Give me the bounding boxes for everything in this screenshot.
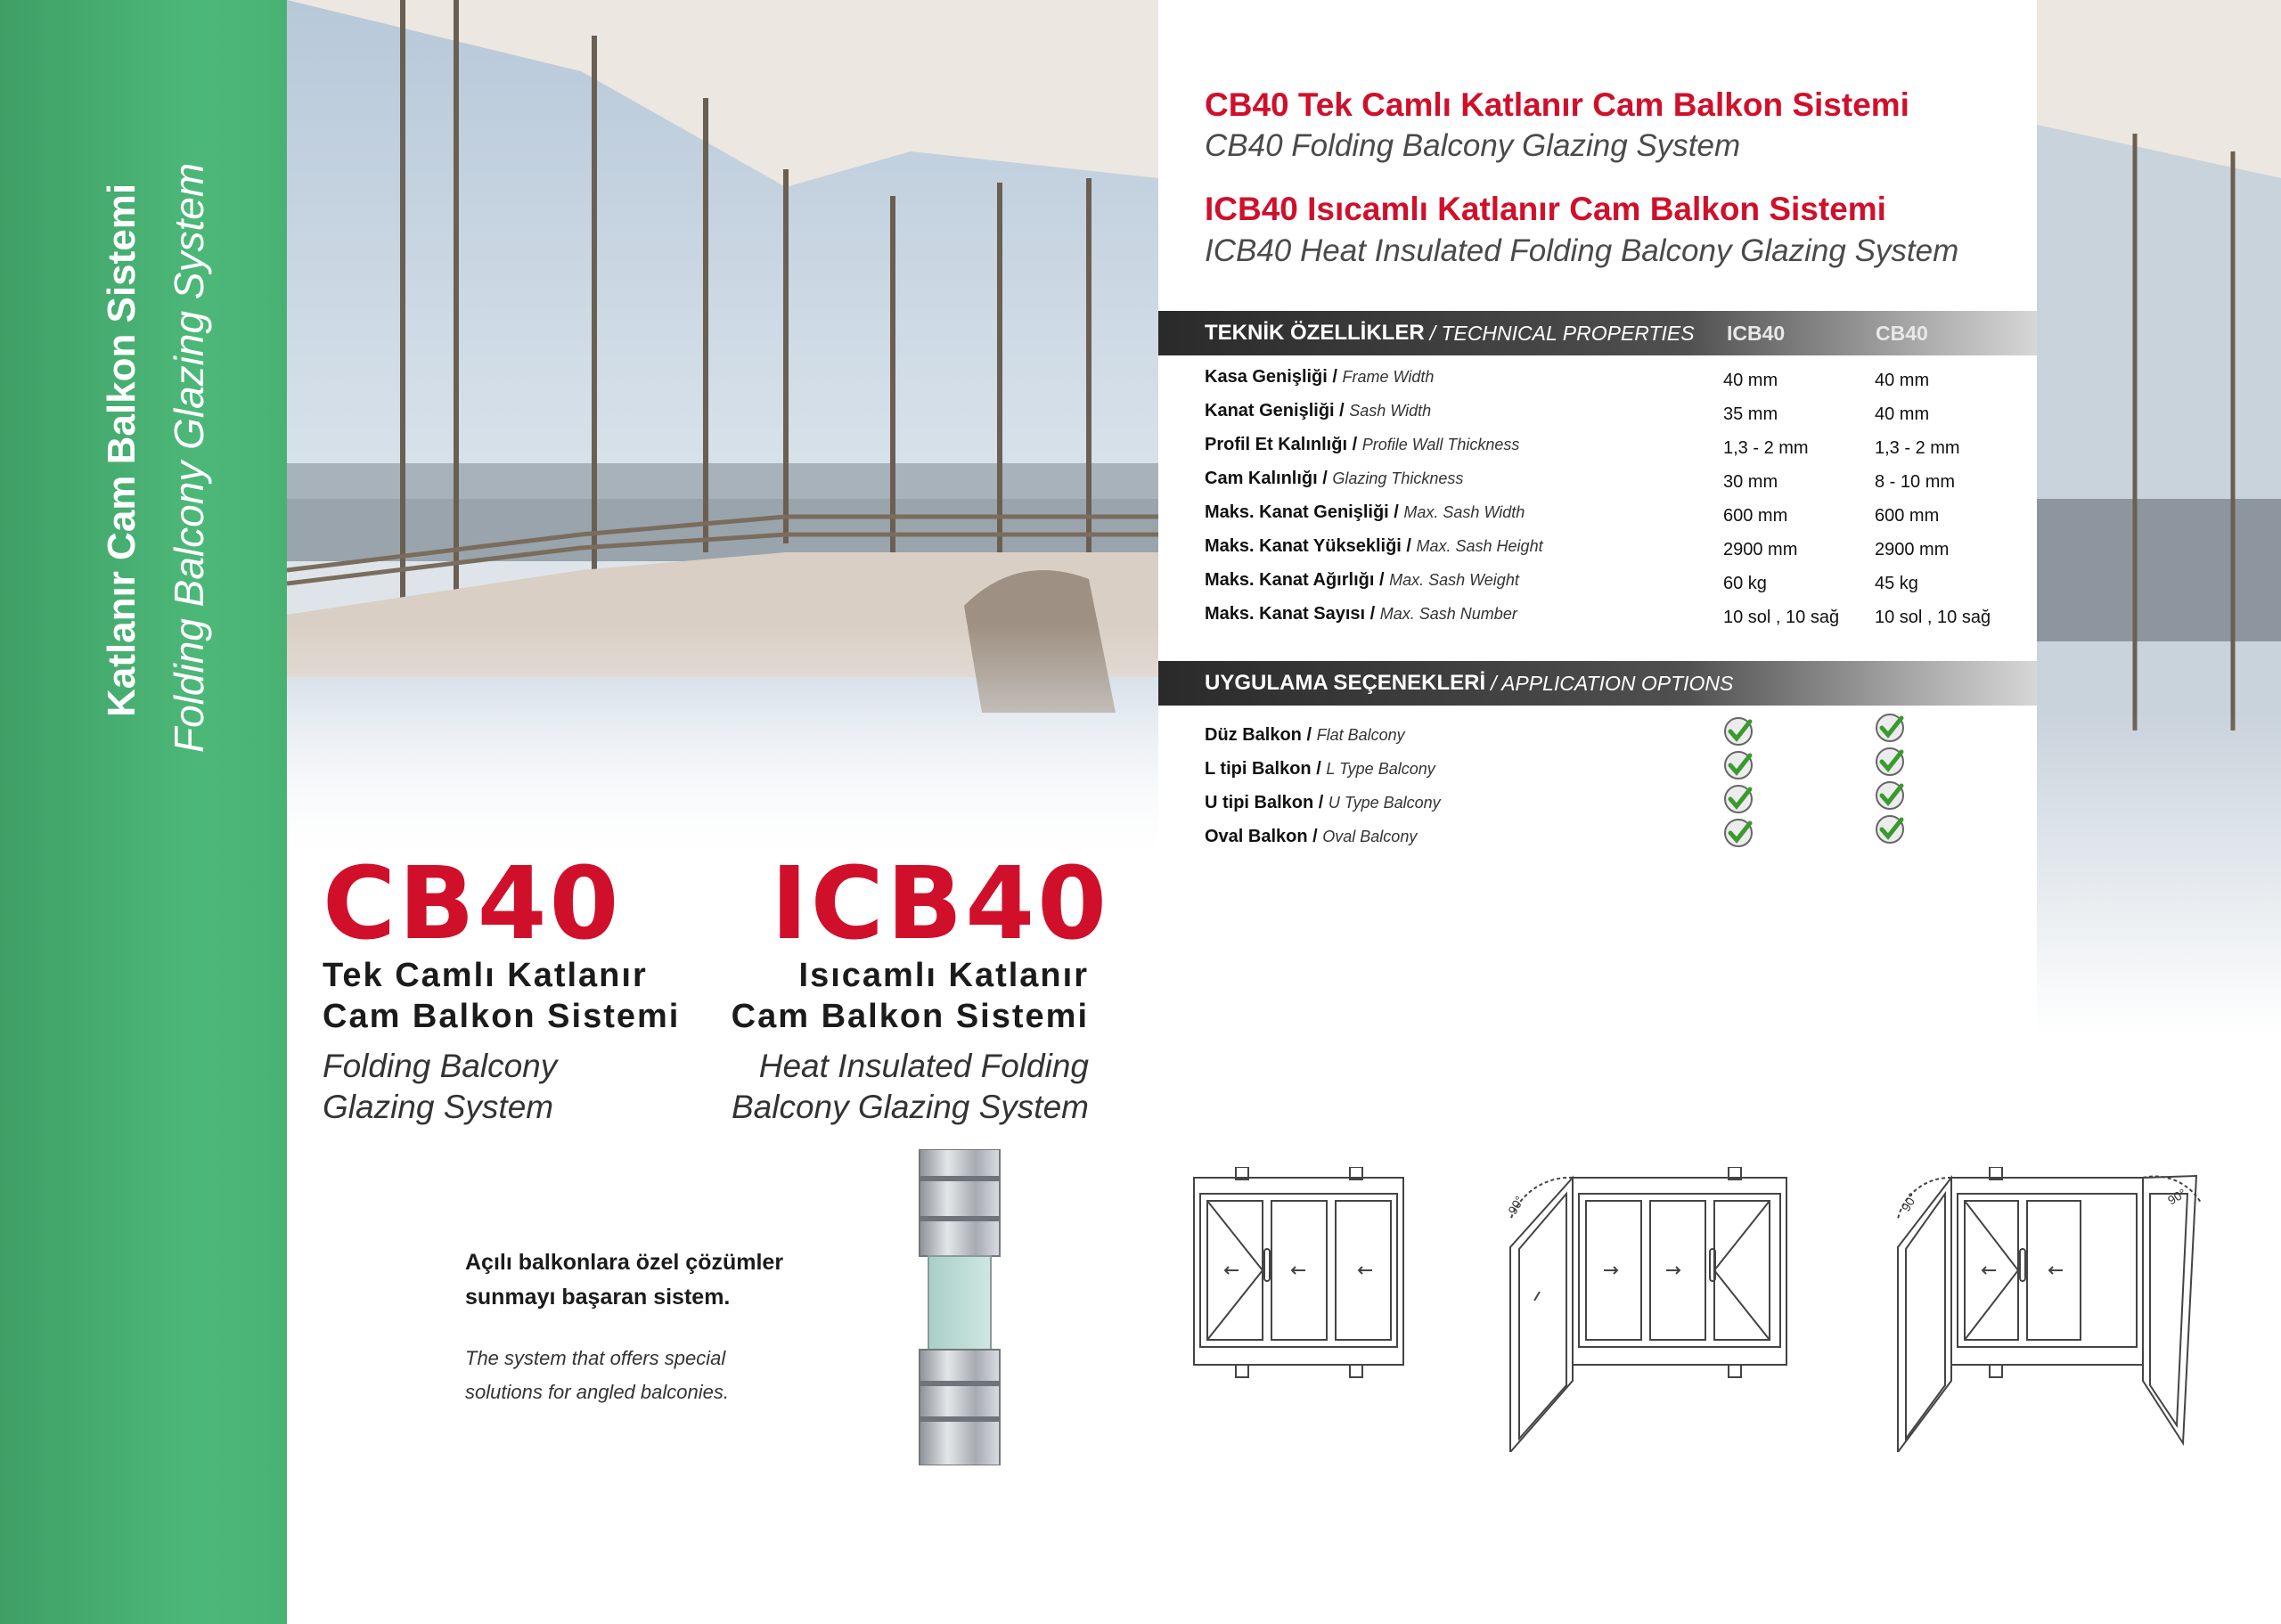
icb40-en2: Balcony Glazing System xyxy=(731,1089,1089,1125)
apps-title: UYGULAMA SEÇENEKLERİ xyxy=(1205,671,1486,695)
flat-balcony-diagram xyxy=(1190,1167,1412,1381)
tech-col-cb40: CB40 xyxy=(1876,322,1928,345)
table-row: Kanat Genişliği / Sash Width xyxy=(1205,401,1432,420)
table-row: Profil Et Kalınlığı / Profile Wall Thickness xyxy=(1205,435,1520,454)
checkmark-icon xyxy=(1725,752,1752,779)
checkmark-icon xyxy=(1725,718,1752,745)
table-cell-cb40: 45 kg xyxy=(1875,574,1918,593)
checkmark-icon xyxy=(1876,714,1903,741)
table-cell-icb40: 10 sol , 10 sağ xyxy=(1723,608,1840,627)
tech-title: TEKNİK ÖZELLİKLER xyxy=(1205,321,1425,345)
table-row: Maks. Kanat Yüksekliği / Max. Sash Height xyxy=(1205,536,1543,556)
checkmark-icon-column-cb40 xyxy=(1875,713,1907,846)
icb40-line2: Cam Balkon Sistemi xyxy=(731,998,1089,1035)
sidebar xyxy=(0,0,287,1624)
table-row: Kasa Genişliği / Frame Width xyxy=(1205,367,1435,387)
cb40-line2: Cam Balkon Sistemi xyxy=(323,998,681,1035)
profile-section-image xyxy=(909,1149,1011,1465)
feature-tr1: Açılı balkonlara özel çözümler xyxy=(465,1250,784,1275)
cb40-title-tr: CB40 Tek Camlı Katlanır Cam Balkon Sistemi xyxy=(1205,86,1909,123)
table-cell-icb40: 600 mm xyxy=(1723,506,1788,526)
table-cell-icb40: 35 mm xyxy=(1723,404,1778,424)
table-cell-cb40: 10 sol , 10 sağ xyxy=(1875,608,1991,627)
balcony-photo-right xyxy=(2037,0,2281,1033)
cb40-en1: Folding Balcony xyxy=(323,1048,558,1084)
sidebar-title-en: Folding Balcony Glazing System xyxy=(166,162,212,753)
table-row: Maks. Kanat Ağırlığı / Max. Sash Weight xyxy=(1205,570,1519,590)
table-cell-cb40: 40 mm xyxy=(1875,404,1930,424)
cb40-line1: Tek Camlı Katlanır xyxy=(323,957,648,994)
tech-properties-header xyxy=(1158,311,2037,355)
cb40-title-en: CB40 Folding Balcony Glazing System xyxy=(1205,128,1741,163)
table-row: Cam Kalınlığı / Glazing Thickness xyxy=(1205,469,1464,488)
list-item: U tipi Balkon / U Type Balcony xyxy=(1205,793,1441,812)
u-type-balcony-diagram xyxy=(1884,1167,2214,1452)
table-row: Maks. Kanat Sayısı / Max. Sash Number xyxy=(1205,604,1517,624)
sidebar-title-tr: Katlanır Cam Balkon Sistemi xyxy=(100,183,143,717)
list-item: L tipi Balkon / L Type Balcony xyxy=(1205,759,1435,779)
checkmark-icon xyxy=(1876,816,1903,843)
balcony-photo-illustration xyxy=(287,0,1158,855)
tech-subtitle: / TECHNICAL PROPERTIES xyxy=(1429,321,1695,345)
checkmark-icon xyxy=(1725,786,1752,812)
apps-subtitle: / APPLICATION OPTIONS xyxy=(1491,671,1734,695)
feature-en2: solutions for angled balconies. xyxy=(465,1381,729,1403)
table-cell-cb40: 40 mm xyxy=(1875,371,1930,390)
table-cell-icb40: 2900 mm xyxy=(1723,540,1798,559)
table-row: Maks. Kanat Genişliği / Max. Sash Width xyxy=(1205,502,1525,522)
table-cell-icb40: 30 mm xyxy=(1723,472,1778,492)
application-options-header xyxy=(1158,661,2037,706)
angle-label: 90° xyxy=(1898,1190,1920,1214)
icb40-title-tr: ICB40 Isıcamlı Katlanır Cam Balkon Sistemi xyxy=(1205,191,1886,227)
checkmark-icon xyxy=(1876,782,1903,809)
balcony-photo-right-illustration xyxy=(2037,0,2281,1033)
cb40-product-description xyxy=(323,955,697,1128)
table-cell-icb40: 1,3 - 2 mm xyxy=(1723,438,1809,458)
table-cell-cb40: 8 - 10 mm xyxy=(1875,472,1956,492)
cb40-en2: Glazing System xyxy=(323,1089,554,1125)
feature-en1: The system that offers special xyxy=(465,1347,726,1369)
icb40-product-description xyxy=(704,955,1089,1128)
table-cell-cb40: 600 mm xyxy=(1875,506,1940,526)
angle-label: 90° xyxy=(1505,1193,1527,1217)
list-item: Oval Balkon / Oval Balcony xyxy=(1205,827,1418,846)
l-type-balcony-diagram xyxy=(1488,1167,1800,1452)
feature-tr2: sunmayı başaran sistem. xyxy=(465,1285,731,1310)
list-item: Düz Balkon / Flat Balcony xyxy=(1205,725,1405,745)
checkmark-icon xyxy=(1876,748,1903,775)
table-cell-cb40: 1,3 - 2 mm xyxy=(1875,438,1960,458)
table-cell-icb40: 60 kg xyxy=(1723,574,1767,593)
checkmark-icon xyxy=(1725,820,1752,846)
table-cell-icb40: 40 mm xyxy=(1723,371,1778,390)
checkmark-icon-column-icb40 xyxy=(1723,716,1755,850)
angle-label: 90° xyxy=(2164,1185,2189,1208)
tech-col-icb40: ICB40 xyxy=(1727,322,1786,345)
icb40-title-en: ICB40 Heat Insulated Folding Balcony Glazing System xyxy=(1205,233,1959,268)
icb40-product-name: ICB40 xyxy=(771,846,1110,962)
feature-text xyxy=(465,1245,839,1409)
balcony-photo xyxy=(287,0,1158,855)
icb40-line1: Isıcamlı Katlanır xyxy=(798,957,1089,994)
icb40-en1: Heat Insulated Folding xyxy=(758,1048,1089,1084)
cb40-product-name: CB40 xyxy=(323,846,622,962)
table-cell-cb40: 2900 mm xyxy=(1875,540,1950,559)
